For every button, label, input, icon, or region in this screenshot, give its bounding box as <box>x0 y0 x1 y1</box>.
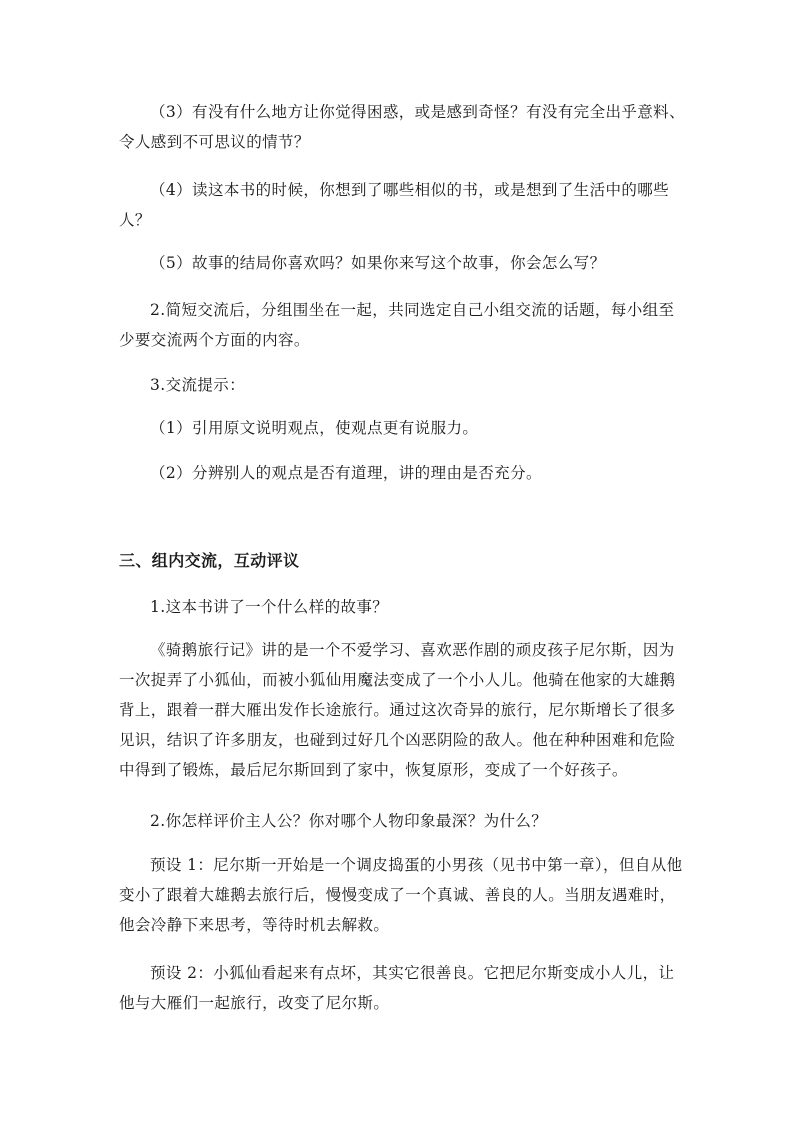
section-heading: 三、组内交流，互动评议 <box>119 551 300 570</box>
question-2: 2.你怎样评价主人公？你对哪个人物印象最深？为什么？ <box>150 812 548 830</box>
tip-2: （2）分辨别人的观点是否有道理，讲的理由是否充分。 <box>150 464 542 482</box>
question-4: （4）读这本书的时候，你想到了哪些相似的书，或是想到了生活中的哪些人？ <box>119 181 670 229</box>
step-3-title: 3.交流提示： <box>150 376 246 394</box>
question-1: 1.这本书讲了一个什么样的故事？ <box>150 598 389 616</box>
answer-1-paragraph: 《骑鹅旅行记》讲的是一个不爱学习、喜欢恶作剧的顽皮孩子尼尔斯，因为一次捉弄了小狐仙，而被小狐仙用魔法变成了一个小人儿。他骑在他家的大雄鹅背上，跟着一群大雁出发作长途旅行。通过这次奇异的旅行，尼尔斯增长了很多见识，结识了许多朋友，也碰到过好几个凶恶阴险的敌人。他在种种困难和危险中得到了锻炼，最后尼尔斯回到了家中，恢复原形，变成了一个好孩子。 <box>119 641 676 779</box>
tip-1: （1）引用原文说明观点，使观点更有说服力。 <box>150 419 479 437</box>
question-5: （5）故事的结局你喜欢吗？如果你来写这个故事，你会怎么写？ <box>150 254 606 272</box>
preset-2-paragraph: 预设 2：小狐仙看起来有点坏，其实它很善良。它把尼尔斯变成小人儿，让他与大雁们一起旅行，改变了尼尔斯。 <box>119 964 675 1012</box>
step-2-paragraph: 2.简短交流后，分组围坐在一起，共同选定自己小组交流的话题，每小组至少要交流两个方面的内容。 <box>119 301 675 349</box>
question-3: （3）有没有什么地方让你觉得困惑，或是感到奇怪？有没有完全出乎意料、令人感到不可思议的情节？ <box>119 103 685 151</box>
preset-1-paragraph: 预设 1：尼尔斯一开始是一个调皮捣蛋的小男孩（见书中第一章），但自从他变小了跟着大雄鹅去旅行后，慢慢变成了一个真诚、善良的人。当朋友遇难时，他会冷静下来思考，等待时机去解救。 <box>119 856 683 934</box>
